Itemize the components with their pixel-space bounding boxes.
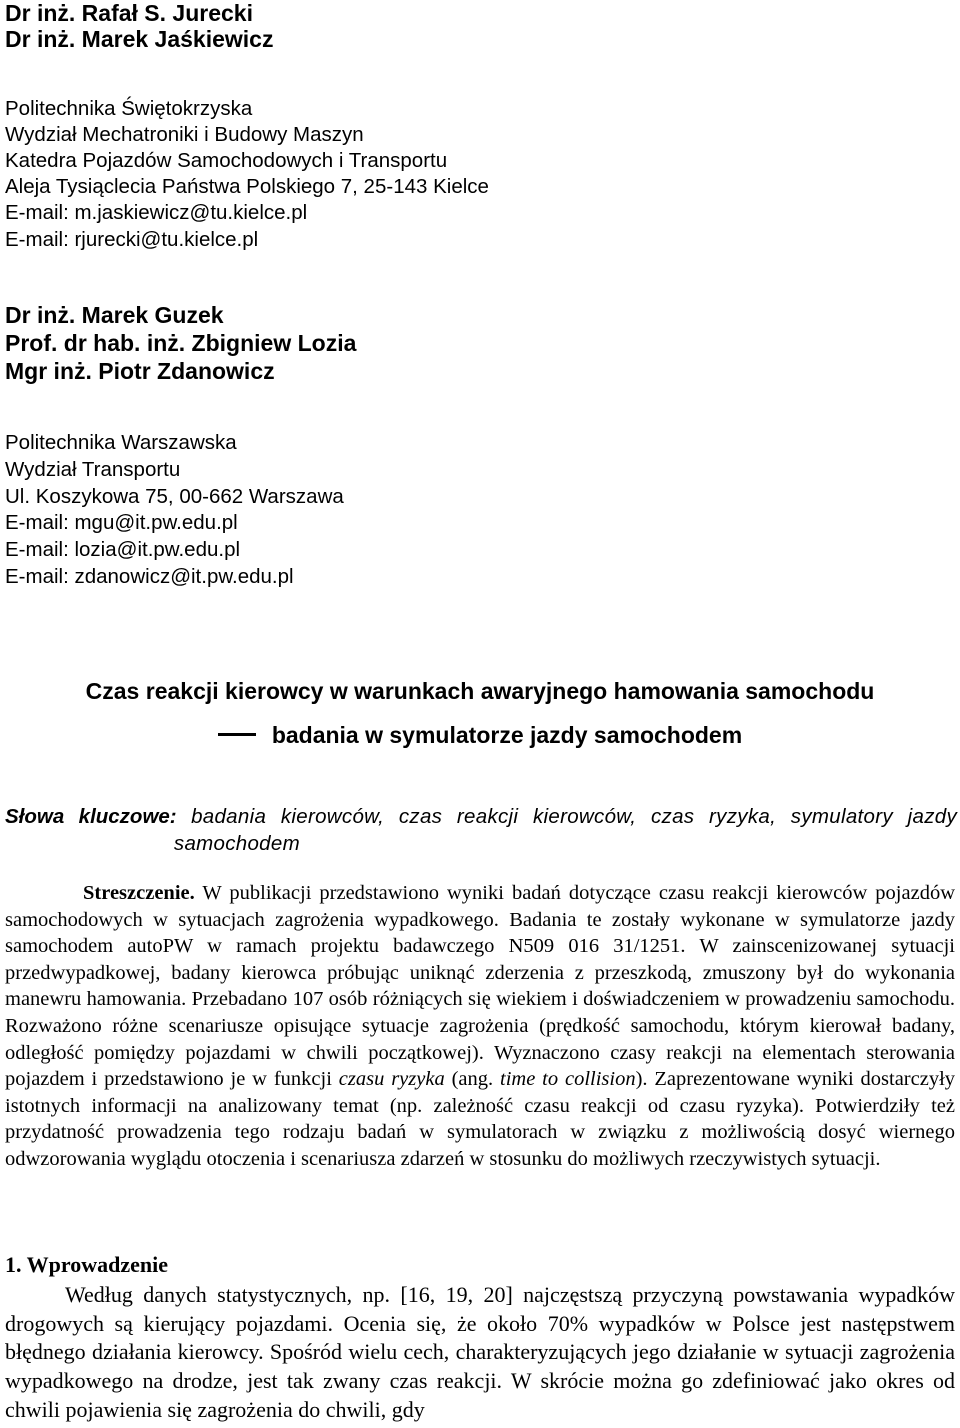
affiliation-line: Wydział Mechatroniki i Budowy Maszyn	[5, 123, 364, 146]
paper-title: Czas reakcji kierowcy w warunkach awaryjnego hamowania samochodu	[85, 678, 875, 704]
affiliation-line: Aleja Tysiąclecia Państwa Polskiego 7, 25-143 Kielce	[5, 175, 489, 198]
email-line: E-mail: m.jaskiewicz@tu.kielce.pl	[5, 201, 308, 224]
author-name: Dr inż. Marek Guzek	[5, 302, 224, 328]
em-dash	[218, 733, 256, 736]
abstract-text: (ang.	[451, 1068, 494, 1091]
keywords-label: Słowa kluczowe:	[5, 805, 177, 828]
author-name: Dr inż. Marek Jaśkiewicz	[5, 26, 274, 52]
author-name: Mgr inż. Piotr Zdanowicz	[5, 358, 275, 384]
author-name: Dr inż. Rafał S. Jurecki	[5, 0, 253, 26]
email-line: E-mail: rjurecki@tu.kielce.pl	[5, 228, 259, 251]
abstract-label: Streszczenie.	[83, 882, 195, 904]
abstract-italic-term: time to collision	[500, 1068, 636, 1091]
author-name: Prof. dr hab. inż. Zbigniew Lozia	[5, 330, 357, 356]
email-line: E-mail: zdanowicz@it.pw.edu.pl	[5, 565, 294, 588]
affiliation-line: Katedra Pojazdów Samochodowych i Transportu	[5, 149, 448, 172]
email-line: E-mail: lozia@it.pw.edu.pl	[5, 538, 241, 561]
affiliation-line: Wydział Transportu	[5, 458, 181, 481]
section-heading: 1. Wprowadzenie	[5, 1252, 168, 1277]
abstract	[5, 880, 955, 1173]
abstract-paragraph	[5, 880, 955, 1173]
intro-paragraph: Według danych statystycznych, np. [16, 19, 20] najczęstszą przyczyną powstawania wypadków drogowych są kierujący pojazdami. Ocenia się, że około 70% wypadków w Polsce jest następstwem błędnego działania kierowcy. Spośród wielu cech, charakteryzujących jego działanie w sytuacji zagrożenia wypadkowego na drodze, jest tak zwany czas reakcji. W skrócie można go zdefiniować jako okres od chwili pojawienia się zagrożenia do chwili, gdy	[5, 1282, 955, 1422]
abstract-text: ). Zaprezentowane wyniki dostarczyły istotnych informacji na analizowany temat (np. zależność czasu reakcji od czasu ryzyka). Potwierdziły też przydatność prowadzenia tego rodzaju badań w symulatorach w związku z możliwością dosyć wiernego odwzorowania wyglądu otoczenia i scenariusza zdarzeń w stosunku do możliwych rzeczywistych sytuacji.	[5, 1068, 956, 1170]
email-line: E-mail: mgu@it.pw.edu.pl	[5, 511, 238, 534]
keywords-text: badania kierowców, czas reakcji kierowców, czas ryzyka, symulatory jazdy samochodem	[173, 805, 957, 855]
affiliation-line: Politechnika Świętokrzyska	[5, 97, 253, 120]
affiliation-line: Ul. Koszykowa 75, 00-662 Warszawa	[5, 485, 344, 508]
paper-subtitle	[0, 722, 960, 749]
affiliation-line: Politechnika Warszawska	[5, 431, 237, 454]
abstract-text: W publikacji przedstawiono wyniki badań dotyczące czasu reakcji kierowców pojazdów samochodowych w sytuacjach zagrożenia wypadkowego. Badania te zostały wykonane w symulatorze jazdy samochodem autoPW w ramach projektu badawczego N509 016 31/1251. W zainscenizowanej sytuacji przedwypadkowej, badany kierowca próbując uniknąć zderzenia z przeszkodą, zmuszony był do wykonania manewru hamowania. Przebadano 107 osób różniących się wiekiem i doświadczeniem w prowadzeniu samochodu. Rozważono różne scenariusze opisujące sytuacje zagrożenia (prędkość samochodu, którym kierował badany, odległość pomiędzy pojazdami w chwili początkowej). Wyznaczono czasy reakcji na elementach sterowania pojazdem i przedstawiono je w funkcji	[5, 882, 955, 1091]
paper-subtitle-text: badania w symulatorze jazdy samochodem	[271, 722, 743, 748]
abstract-italic-term: czasu ryzyka	[338, 1068, 445, 1091]
keywords	[5, 803, 957, 857]
